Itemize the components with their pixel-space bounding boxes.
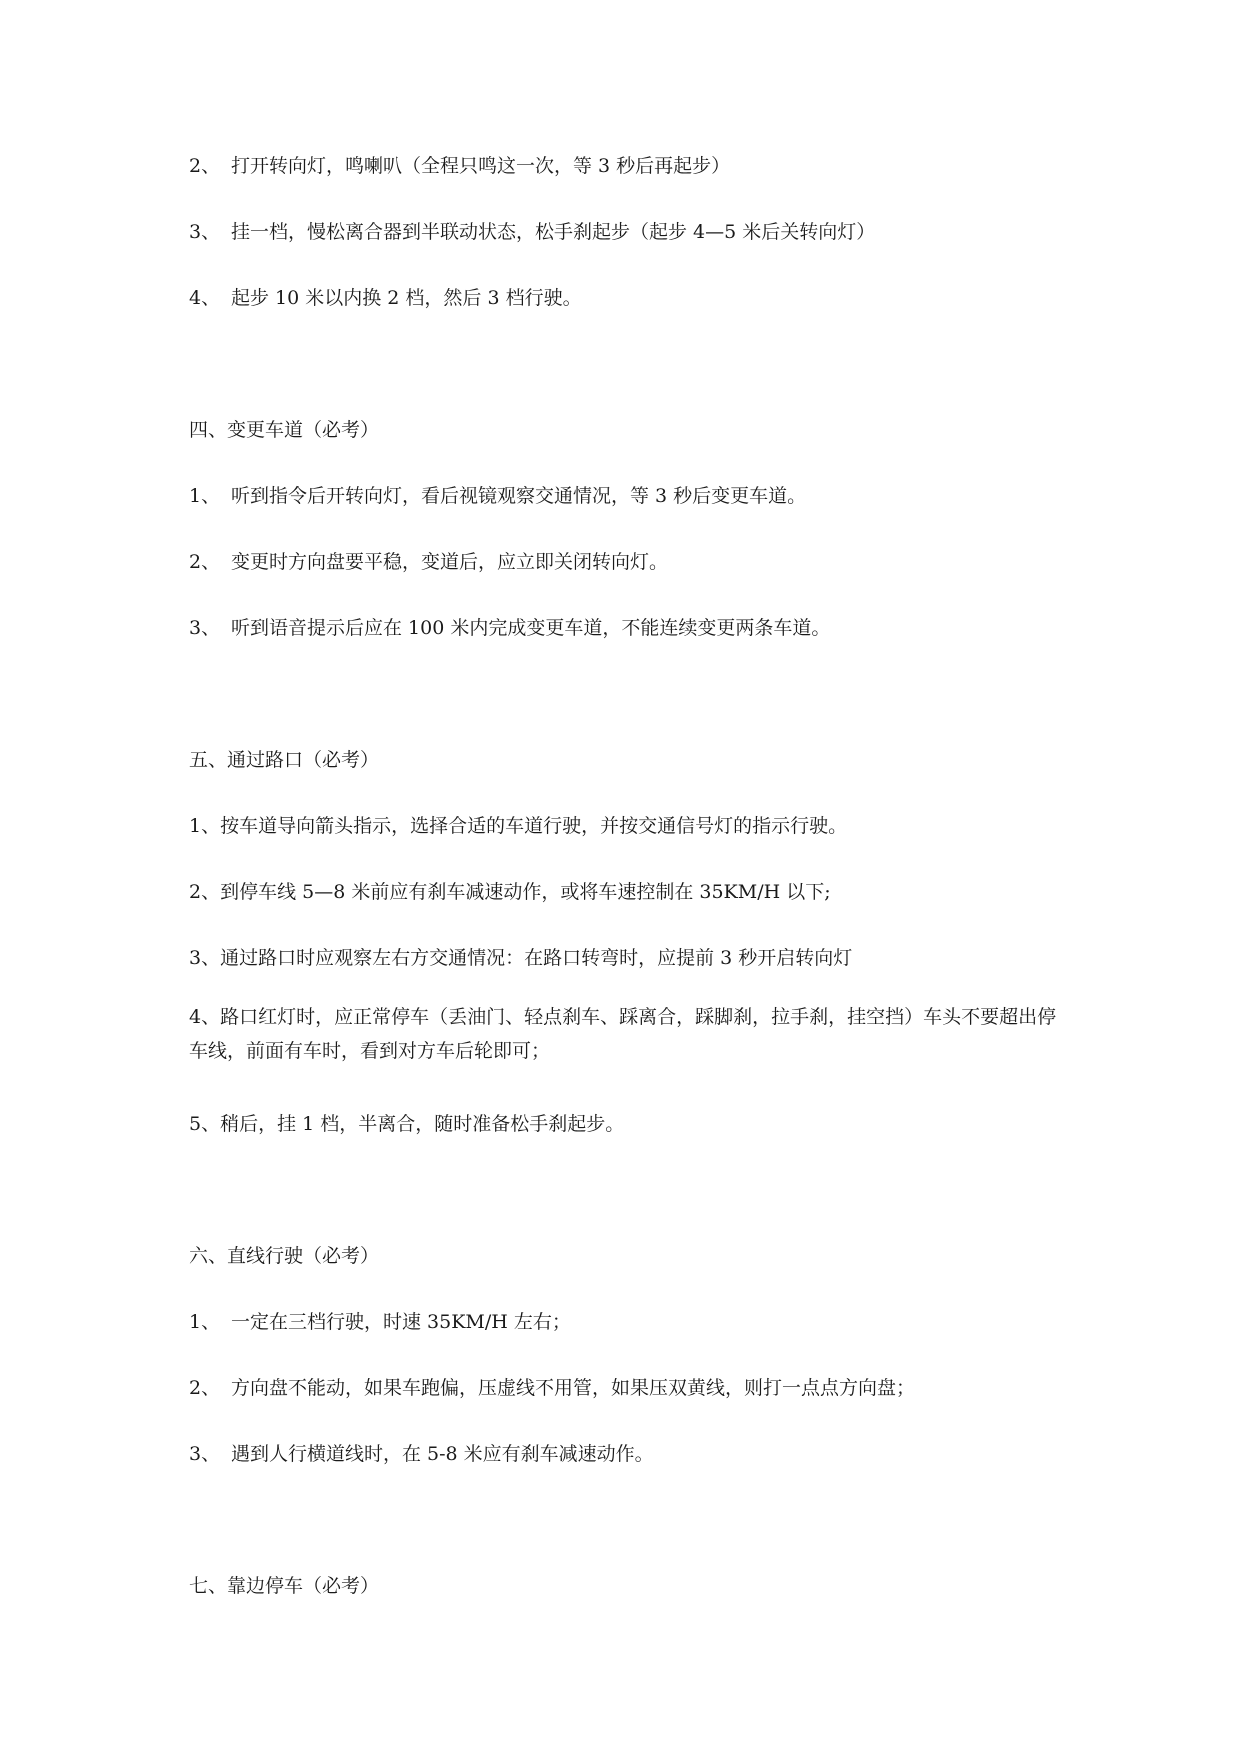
section-heading: 五、通过路口（必考） [189, 749, 380, 771]
item-number: 2、 [189, 155, 221, 177]
item-number: 1、 [189, 1311, 221, 1333]
item-number: 3、 [189, 617, 221, 639]
list-item [189, 1442, 654, 1466]
item-number: 4、 [189, 287, 221, 309]
item-text: 一定在三档行驶，时速 35KM/H 左右； [231, 1311, 571, 1333]
item-number: 2、 [189, 1377, 221, 1399]
section-heading: 四、变更车道（必考） [189, 419, 380, 441]
list-item: 1、按车道导向箭头指示，选择合适的车道行驶，并按交通信号灯的指示行驶。 [189, 815, 848, 837]
item-number: 2、 [189, 551, 221, 573]
list-item: 3、通过路口时应观察左右方交通情况：在路口转弯时，应提前 3 秒开启转向灯 [189, 947, 853, 969]
list-item [189, 1376, 915, 1400]
item-number: 3、 [189, 1443, 221, 1465]
list-item [189, 550, 668, 574]
list-item [189, 484, 806, 508]
item-number: 1、 [189, 485, 221, 507]
list-item: 4、路口红灯时，应正常停车（丢油门、轻点刹车、踩离合，踩脚刹，拉手刹，挂空挡）车头不要超出停车线，前面有车时，看到对方车后轮即可； [189, 1006, 1057, 1062]
item-text: 听到指令后开转向灯，看后视镜观察交通情况，等 3 秒后变更车道。 [231, 485, 807, 507]
item-text: 起步 10 米以内换 2 档，然后 3 档行驶。 [231, 287, 582, 309]
section-heading: 七、靠边停车（必考） [189, 1575, 380, 1597]
item-text: 方向盘不能动，如果车跑偏，压虚线不用管，如果压双黄线，则打一点点方向盘； [231, 1377, 916, 1399]
section-heading: 六、直线行驶（必考） [189, 1245, 380, 1267]
list-item [189, 220, 875, 244]
list-item [189, 616, 830, 640]
list-item [189, 154, 730, 178]
item-number: 3、 [189, 221, 221, 243]
item-text: 打开转向灯，鸣喇叭（全程只鸣这一次，等 3 秒后再起步） [231, 155, 731, 177]
list-item [189, 1310, 571, 1334]
item-text: 变更时方向盘要平稳，变道后，应立即关闭转向灯。 [231, 551, 669, 573]
item-text: 听到语音提示后应在 100 米内完成变更车道，不能连续变更两条车道。 [231, 617, 831, 639]
item-text: 挂一档，慢松离合器到半联动状态，松手刹起步（起步 4—5 米后关转向灯） [231, 221, 876, 243]
item-text: 遇到人行横道线时，在 5-8 米应有刹车减速动作。 [231, 1443, 654, 1465]
list-item: 5、稍后，挂 1 档，半离合，随时准备松手刹起步。 [189, 1113, 625, 1135]
list-item [189, 286, 582, 310]
list-item: 2、到停车线 5—8 米前应有刹车减速动作，或将车速控制在 35KM/H 以下; [189, 881, 831, 903]
